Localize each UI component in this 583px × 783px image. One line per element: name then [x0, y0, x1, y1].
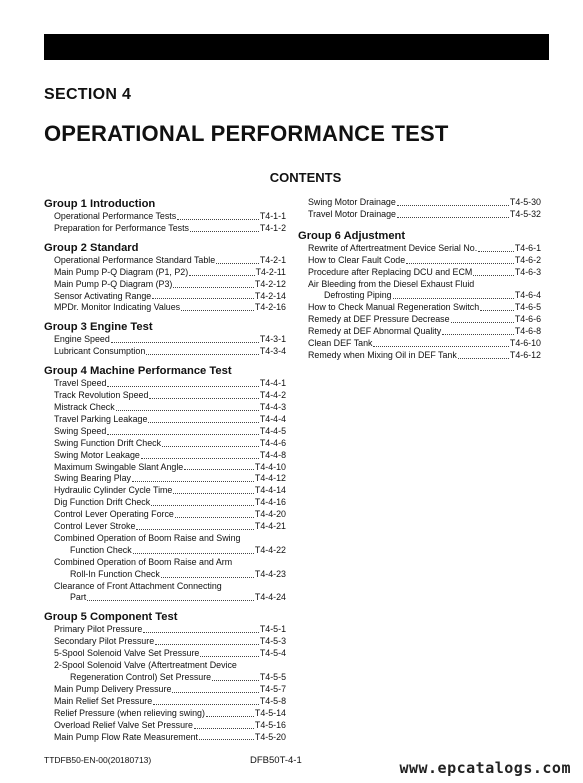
toc-entry-page: T4-6-6 [514, 314, 541, 325]
toc-entry-title: Swing Bearing Play [54, 473, 131, 484]
toc-entry-page: T4-4-4 [259, 413, 286, 424]
toc-entry-page: T4-1-1 [259, 211, 286, 221]
toc-entry[interactable] [298, 302, 541, 314]
toc-entry-title: Procedure after Replacing DCU and ECM [308, 266, 473, 277]
toc-entry-title: Combined Operation of Boom Raise and Arm [54, 556, 233, 567]
toc-entry[interactable] [298, 326, 541, 338]
toc-entry-page: T4-6-3 [514, 266, 541, 277]
toc-entry-page: T4-6-12 [509, 349, 541, 360]
toc-entry-page: T4-4-20 [254, 509, 286, 520]
toc-entry-page: T4-6-8 [514, 326, 541, 337]
dot-leader [458, 358, 509, 359]
toc-entry[interactable] [44, 438, 286, 450]
toc-entry-page: T4-4-21 [254, 521, 286, 532]
toc-entry[interactable] [44, 279, 286, 291]
toc-entry-page: T4-5-20 [254, 731, 286, 742]
toc-entry[interactable] [44, 267, 286, 279]
toc-entry-page: T4-4-22 [254, 544, 286, 555]
toc-entry-page: T4-3-4 [259, 346, 286, 357]
toc-entry-title: Swing Speed [54, 425, 107, 436]
toc-entry-page: T4-6-10 [509, 338, 541, 349]
toc-entry[interactable] [44, 684, 286, 696]
toc-entry-title: How to Check Manual Regeneration Switch [308, 302, 480, 313]
toc-entry[interactable] [298, 350, 541, 362]
dot-leader [161, 577, 254, 578]
toc-entry-title: Maximum Swingable Slant Angle [54, 461, 184, 472]
toc-left-column [44, 197, 286, 743]
toc-entry-title: Lubricant Consumption [54, 346, 146, 357]
dot-leader [153, 704, 259, 705]
toc-entry[interactable] [44, 334, 286, 346]
toc-entry[interactable] [44, 255, 286, 267]
dot-leader [397, 217, 509, 218]
dot-leader [175, 517, 254, 518]
toc-entry-title: How to Clear Fault Code [308, 254, 406, 265]
toc-entry-title: Control Lever Stroke [54, 521, 136, 532]
toc-entry[interactable] [44, 462, 286, 474]
dot-leader [116, 410, 259, 411]
toc-entry-page: T4-5-4 [259, 648, 286, 659]
toc-entry-title: Main Pump P-Q Diagram (P3) [54, 278, 173, 289]
dot-leader [136, 529, 254, 530]
toc-entry-page: T4-4-10 [254, 461, 286, 472]
dot-leader [133, 553, 254, 554]
dot-leader [473, 275, 514, 276]
dot-leader [143, 632, 259, 633]
toc-entry-title: Swing Motor Leakage [54, 449, 140, 460]
toc-entry[interactable] [44, 497, 286, 509]
dot-leader [173, 493, 254, 494]
toc-entry[interactable] [44, 521, 286, 533]
toc-entry-title: Track Revolution Speed [54, 390, 149, 401]
toc-entry[interactable] [44, 720, 286, 732]
toc-entry-page: T4-5-30 [509, 197, 541, 207]
document-code: TTDFB50-EN-00(20180713) [44, 755, 152, 765]
toc-entry-title: Swing Function Drift Check [54, 437, 162, 448]
dot-leader [478, 251, 514, 252]
page-number: DFB50T-4-1 [250, 755, 302, 766]
toc-entry-page: T4-4-24 [254, 592, 286, 603]
toc-entry[interactable] [44, 636, 286, 648]
dot-leader [184, 469, 254, 470]
toc-entry-page: T4-5-16 [254, 719, 286, 730]
dot-leader [190, 231, 259, 232]
dot-leader [151, 505, 254, 506]
header-bar [44, 34, 549, 60]
toc-entry[interactable] [44, 509, 286, 521]
toc-entry-page: T4-2-16 [254, 302, 286, 313]
toc-entry-title: Roll-In Function Check [70, 568, 160, 579]
toc-entry-title: Rewrite of Aftertreatment Device Serial No. [308, 242, 478, 253]
toc-entry-title: Main Relief Set Pressure [54, 695, 153, 706]
dot-leader [162, 446, 259, 447]
dot-leader [177, 219, 259, 220]
toc-entry-page: T4-5-1 [259, 624, 286, 635]
toc-entry[interactable] [298, 338, 541, 350]
toc-group-heading: Group 3 Engine Test [44, 321, 153, 334]
toc-entry-page: T4-5-5 [259, 672, 286, 682]
toc-entry-title: Main Pump P-Q Diagram (P1, P2) [54, 266, 189, 277]
watermark-text: www.epcatalogs.com [399, 759, 571, 777]
toc-entry[interactable] [44, 302, 286, 314]
dot-leader [373, 346, 508, 347]
toc-entry-title: Travel Motor Drainage [308, 208, 396, 219]
toc-entry[interactable] [298, 255, 541, 267]
page-title: OPERATIONAL PERFORMANCE TEST [44, 121, 449, 146]
toc-entry-title: Remedy at DEF Pressure Decrease [308, 314, 450, 325]
dot-leader [107, 434, 259, 435]
toc-entry-page: T4-6-4 [514, 290, 541, 301]
dot-leader [406, 263, 514, 264]
dot-leader [442, 334, 514, 335]
toc-entry-title: Clearance of Front Attachment Connecting [54, 580, 222, 591]
toc-entry[interactable] [44, 450, 286, 462]
toc-entry[interactable] [298, 243, 541, 255]
toc-entry-title: Travel Speed [54, 378, 107, 389]
dot-leader [141, 458, 259, 459]
toc-entry-page: T4-2-14 [254, 290, 286, 301]
dot-leader [397, 205, 509, 206]
toc-entry[interactable] [44, 426, 286, 438]
toc-entry-page: T4-6-1 [514, 242, 541, 253]
toc-entry-title: Main Pump Flow Rate Measurement [54, 731, 199, 742]
toc-entry[interactable] [44, 414, 286, 426]
toc-entry-title: Relief Pressure (when relieving swing) [54, 707, 205, 718]
toc-entry-title: Defrosting Piping [324, 290, 392, 301]
dot-leader [181, 310, 254, 311]
toc-entry-title: 5-Spool Solenoid Valve Set Pressure [54, 648, 200, 659]
toc-entry[interactable] [44, 732, 286, 744]
toc-entry-title: Remedy at DEF Abnormal Quality [308, 326, 442, 337]
toc-entry-page: T4-3-1 [259, 334, 286, 345]
toc-entry-page: T4-4-5 [259, 425, 286, 436]
toc-entry-title: Secondary Pilot Pressure [54, 636, 155, 647]
toc-entry-title: Function Check [70, 544, 132, 555]
dot-leader [393, 298, 514, 299]
toc-entry-title: Remedy when Mixing Oil in DEF Tank [308, 349, 457, 360]
toc-entry-title: Operational Performance Tests [54, 211, 177, 221]
toc-entry-page: T4-5-8 [259, 695, 286, 706]
toc-group-heading: Group 2 Standard [44, 241, 139, 254]
toc-entry[interactable] [44, 291, 286, 303]
toc-entry-page: T4-5-32 [509, 208, 541, 219]
toc-entry-page: T4-4-2 [259, 390, 286, 401]
toc-entry[interactable] [44, 624, 286, 636]
dot-leader [107, 386, 258, 387]
dot-leader [146, 354, 259, 355]
toc-entry[interactable] [298, 314, 541, 326]
dot-leader [111, 342, 259, 343]
dot-leader [148, 422, 258, 423]
toc-entry-page: T4-1-2 [259, 222, 286, 233]
dot-leader [200, 656, 258, 657]
dot-leader [132, 481, 254, 482]
toc-entry[interactable] [298, 209, 541, 221]
toc-entry[interactable] [44, 545, 286, 557]
toc-entry-title: Travel Parking Leakage [54, 413, 148, 424]
toc-entry-page: T4-4-6 [259, 437, 286, 448]
dot-leader [173, 287, 254, 288]
toc-entry[interactable] [298, 290, 541, 302]
dot-leader [216, 263, 259, 264]
toc-entry[interactable] [44, 485, 286, 497]
toc-entry-page: T4-4-12 [254, 473, 286, 484]
toc-group-heading: Group 1 Introduction [44, 198, 156, 210]
toc-entry[interactable] [44, 378, 286, 390]
dot-leader [194, 728, 254, 729]
toc-entry-title: Air Bleeding from the Diesel Exhaust Fluid [308, 278, 475, 289]
toc-entry-title: Clean DEF Tank [308, 338, 373, 349]
toc-entry-title: Swing Motor Drainage [308, 197, 396, 207]
dot-leader [212, 680, 259, 681]
toc-entry-page: T4-5-7 [259, 683, 286, 694]
toc-entry[interactable] [44, 473, 286, 485]
toc-entry-page: T4-2-1 [259, 254, 286, 265]
toc-right-column [298, 197, 541, 362]
toc-entry-page: T4-2-12 [254, 278, 286, 289]
contents-heading: CONTENTS [269, 170, 342, 185]
toc-entry-page: T4-6-5 [514, 302, 541, 313]
toc-entry-title: Combined Operation of Boom Raise and Swing [54, 532, 241, 543]
toc-entry[interactable] [44, 569, 286, 581]
toc-entry-page: T4-6-2 [514, 254, 541, 265]
toc-group-heading: Group 5 Component Test [44, 611, 178, 624]
dot-leader [206, 716, 254, 717]
dot-leader [189, 275, 254, 276]
toc-entry-title: Regeneration Control) Set Pressure [70, 672, 212, 682]
toc-entry[interactable] [44, 696, 286, 708]
toc-entry-page: T4-4-23 [254, 568, 286, 579]
toc-entry[interactable] [44, 708, 286, 720]
toc-entry-page: T4-4-16 [254, 497, 286, 508]
toc-group-heading: Group 4 Machine Performance Test [44, 365, 232, 378]
toc-entry[interactable] [44, 346, 286, 358]
toc-entry-title: Overload Relief Valve Set Pressure [54, 719, 193, 730]
toc-entry-page: T4-5-14 [254, 707, 286, 718]
toc-entry[interactable] [44, 402, 286, 414]
toc-entry-title: Part [70, 592, 87, 603]
toc-entry-page: T4-4-14 [254, 485, 286, 496]
toc-entry-title: Engine Speed [54, 334, 110, 345]
dot-leader [172, 692, 258, 693]
toc-entry-page: T4-4-1 [259, 378, 286, 389]
dot-leader [155, 644, 259, 645]
dot-leader [87, 600, 254, 601]
toc-entry-title: Mistrack Check [54, 401, 115, 412]
toc-entry[interactable] [44, 648, 286, 660]
dot-leader [480, 310, 514, 311]
toc-entry-title: Main Pump Delivery Pressure [54, 683, 172, 694]
toc-entry[interactable] [298, 267, 541, 279]
toc-entry-page: T4-5-3 [259, 636, 286, 647]
toc-entry-title: Dig Function Drift Check [54, 497, 151, 508]
toc-entry[interactable] [44, 223, 286, 235]
toc-entry[interactable] [44, 672, 286, 684]
toc-entry-title: Control Lever Operating Force [54, 509, 174, 520]
toc-entry-page: T4-4-8 [259, 449, 286, 460]
toc-entry-title: Operational Performance Standard Table [54, 254, 216, 265]
toc-entry[interactable] [298, 197, 541, 209]
toc-entry[interactable] [44, 390, 286, 402]
toc-entry-title: 2-Spool Solenoid Valve (Aftertreatment Device [54, 660, 237, 671]
dot-leader [149, 398, 258, 399]
toc-group-heading: Group 6 Adjustment [298, 229, 406, 242]
toc-entry-title: MPDr. Monitor Indicating Values [54, 302, 181, 313]
dot-leader [199, 739, 254, 740]
toc-entry-title: Sensor Activating Range [54, 290, 152, 301]
toc-entry-page: T4-2-11 [255, 266, 286, 277]
toc-entry[interactable] [44, 211, 286, 223]
dot-leader [451, 322, 514, 323]
toc-entry-title: Primary Pilot Pressure [54, 624, 143, 635]
toc-entry[interactable] [44, 592, 286, 604]
dot-leader [152, 298, 254, 299]
section-label: SECTION 4 [44, 86, 132, 103]
toc-entry-title: Preparation for Performance Tests [54, 222, 189, 233]
toc-entry-title: Hydraulic Cylinder Cycle Time [54, 485, 173, 496]
toc-entry-page: T4-4-3 [259, 401, 286, 412]
